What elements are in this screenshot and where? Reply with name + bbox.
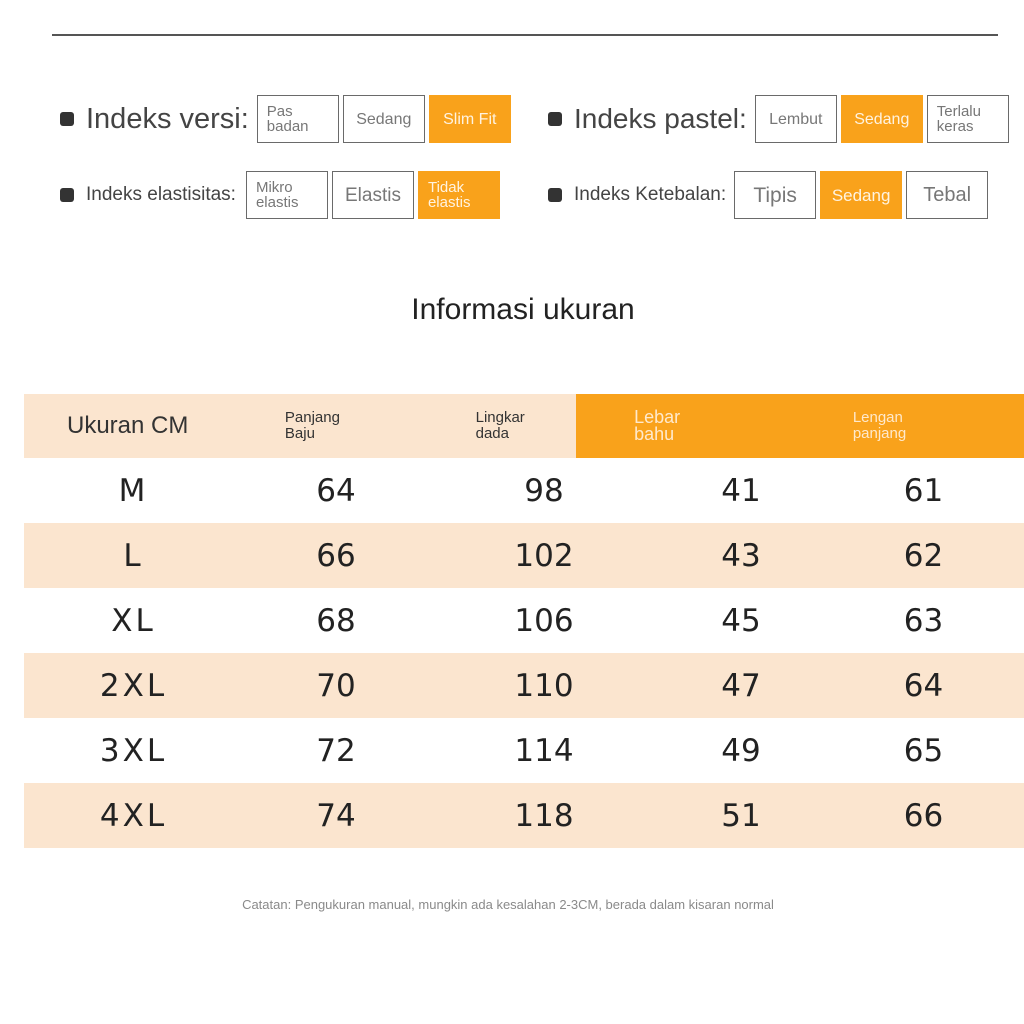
header-length: Panjang Baju xyxy=(284,409,340,442)
thickness-option-tebal: Tebal xyxy=(906,171,988,219)
measure-cell: 43 xyxy=(721,537,761,574)
measure-cell: 47 xyxy=(721,667,761,704)
bullet-icon xyxy=(60,112,74,126)
measure-cell: 63 xyxy=(903,602,944,639)
version-option-slim-fit: Slim Fit xyxy=(429,95,511,143)
measure-cell: 74 xyxy=(316,797,356,834)
measure-cell: 62 xyxy=(903,537,944,574)
measure-cell: 106 xyxy=(514,602,574,639)
pastel-option-sedang: Sedang xyxy=(841,95,923,143)
table-row xyxy=(24,588,1024,653)
header-size: Ukuran CM xyxy=(67,412,189,439)
size-info-title: Informasi ukuran xyxy=(411,293,635,326)
version-option-sedang: Sedang xyxy=(343,95,425,143)
table-row xyxy=(24,653,1024,718)
measure-cell: 64 xyxy=(903,667,944,704)
measure-cell: 72 xyxy=(316,732,356,769)
measure-cell: 45 xyxy=(721,602,761,639)
size-cell: 4XL xyxy=(99,797,168,834)
table-row xyxy=(24,523,1024,588)
measure-cell: 68 xyxy=(316,602,356,639)
elasticity-index xyxy=(60,171,504,219)
header-shoulder: Lebar bahu xyxy=(576,394,791,458)
measurement-note: Catatan: Pengukuran manual, mungkin ada kesalahan 2-3CM, berada dalam kisaran normal xyxy=(242,897,774,912)
table-row xyxy=(24,783,1024,848)
header-chest: Lingkar dada xyxy=(475,409,525,442)
measure-cell: 61 xyxy=(903,472,944,509)
elasticity-option-tidak-elastis: Tidak elastis xyxy=(418,171,500,219)
measure-cell: 114 xyxy=(514,732,574,769)
measure-cell: 51 xyxy=(721,797,761,834)
thickness-index-label: Indeks Ketebalan: xyxy=(574,184,727,205)
bullet-icon xyxy=(548,188,562,202)
measure-cell: 41 xyxy=(721,472,761,509)
size-cell: 3XL xyxy=(99,732,168,769)
size-table xyxy=(24,394,1024,848)
measure-cell: 65 xyxy=(903,732,944,769)
version-option-pas-badan: Pas badan xyxy=(257,95,339,143)
table-body xyxy=(24,458,1024,848)
version-index-label: Indeks versi: xyxy=(86,102,249,135)
measure-cell: 64 xyxy=(316,472,356,509)
pastel-index xyxy=(548,95,1013,143)
table-row xyxy=(24,718,1024,783)
thickness-option-tipis: Tipis xyxy=(734,171,816,219)
version-index xyxy=(60,95,515,143)
elasticity-option-mikro-elastis: Mikro elastis xyxy=(246,171,328,219)
table-row xyxy=(24,458,1024,523)
bullet-icon xyxy=(60,188,74,202)
top-divider xyxy=(52,34,998,36)
pastel-option-lembut: Lembut xyxy=(755,95,837,143)
thickness-index xyxy=(548,171,992,219)
measure-cell: 98 xyxy=(524,472,564,509)
table-header xyxy=(24,394,1024,458)
measure-cell: 66 xyxy=(316,537,356,574)
size-cell: XL xyxy=(111,602,156,639)
bullet-icon xyxy=(548,112,562,126)
measure-cell: 70 xyxy=(316,667,356,704)
thickness-option-sedang: Sedang xyxy=(820,171,902,219)
measure-cell: 49 xyxy=(721,732,761,769)
pastel-option-terlalu-keras: Terlalu keras xyxy=(927,95,1009,143)
header-sleeve: Lengan panjang xyxy=(791,394,1024,458)
size-cell: M xyxy=(118,472,149,509)
measure-cell: 66 xyxy=(903,797,944,834)
measure-cell: 102 xyxy=(514,537,574,574)
size-cell: 2XL xyxy=(99,667,168,704)
elasticity-index-label: Indeks elastisitas: xyxy=(86,184,236,205)
size-cell: L xyxy=(123,537,144,574)
elasticity-option-elastis: Elastis xyxy=(332,171,414,219)
measure-cell: 118 xyxy=(514,797,574,834)
measure-cell: 110 xyxy=(514,667,574,704)
pastel-index-label: Indeks pastel: xyxy=(574,103,747,134)
